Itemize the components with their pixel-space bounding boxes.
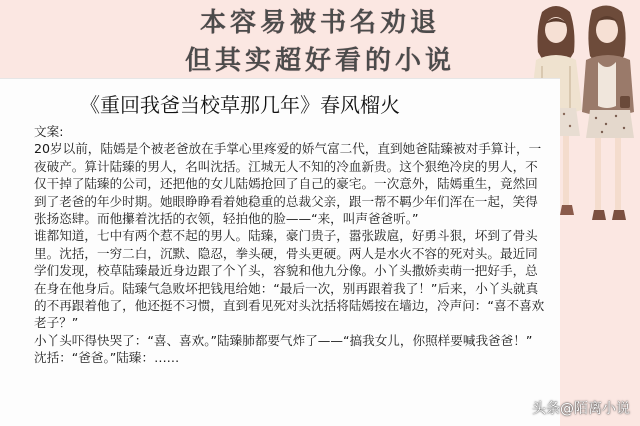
headline-line-2: 但其实超好看的小说 bbox=[184, 46, 455, 76]
synopsis-paragraph: 20岁以前，陆嫣是个被老爸放在手掌心里疼爱的娇气富二代，直到她爸陆臻被对手算计，一夜破产。算计陆臻的男人，名叫沈括。江城无人不知的冷血新贵。这个狠绝冷戾的男人，不仅干掉了陆臻的公司，还把他的女儿陆嫣抢回了自己的豪宅。一次意外，陆嫣重生，竟然回到了老爸的年少时期。她眼睁睁看着她稳重的总裁父亲，跟一帮不羁少年们浑在一起，笑得张扬恣肆。而他攥着沈括的衣领，轻拍他的脸——“来，叫声爸爸听。” bbox=[34, 141, 542, 227]
synopsis-paragraph: 小丫头吓得快哭了：“喜、喜欢。”陆臻肺都要气炸了——“搞我女儿，你照样要喊我爸爸！” bbox=[34, 332, 533, 348]
watermark: 头条@陌离小说 bbox=[532, 401, 630, 417]
synopsis-text bbox=[34, 123, 548, 367]
synopsis-label: 文案: bbox=[34, 124, 64, 139]
content-panel bbox=[0, 78, 560, 426]
headline-line-1: 本容易被书名劝退 bbox=[199, 8, 440, 38]
synopsis-paragraph: 沈括：“爸爸。”陆臻：…… bbox=[34, 350, 180, 366]
synopsis-paragraph: 谁都知道，七中有两个惹不起的男人。陆臻，豪门贵子，嚣张跋扈，好勇斗狠，坏到了骨头里。沈括，一穷二白，沉默、隐忍，拳头硬，骨头更硬。两人是水火不容的死对头。最近同学们发现，校草陆臻最近身边跟了个丫头，容貌和他九分像。小丫头撒娇卖萌一把好手，总在身在他身后。陆臻气急败坏把钱甩给她：“最后一次，别再跟着我了！”后来，小丫头就真的不再跟着他了，他还挺不习惯，直到看见死对头沈括将陆嫣按在墙边，冷声问：“喜不喜欢老子？” bbox=[34, 228, 545, 331]
book-title: 《重回我爸当校草那几年》春风榴火 bbox=[80, 93, 400, 117]
